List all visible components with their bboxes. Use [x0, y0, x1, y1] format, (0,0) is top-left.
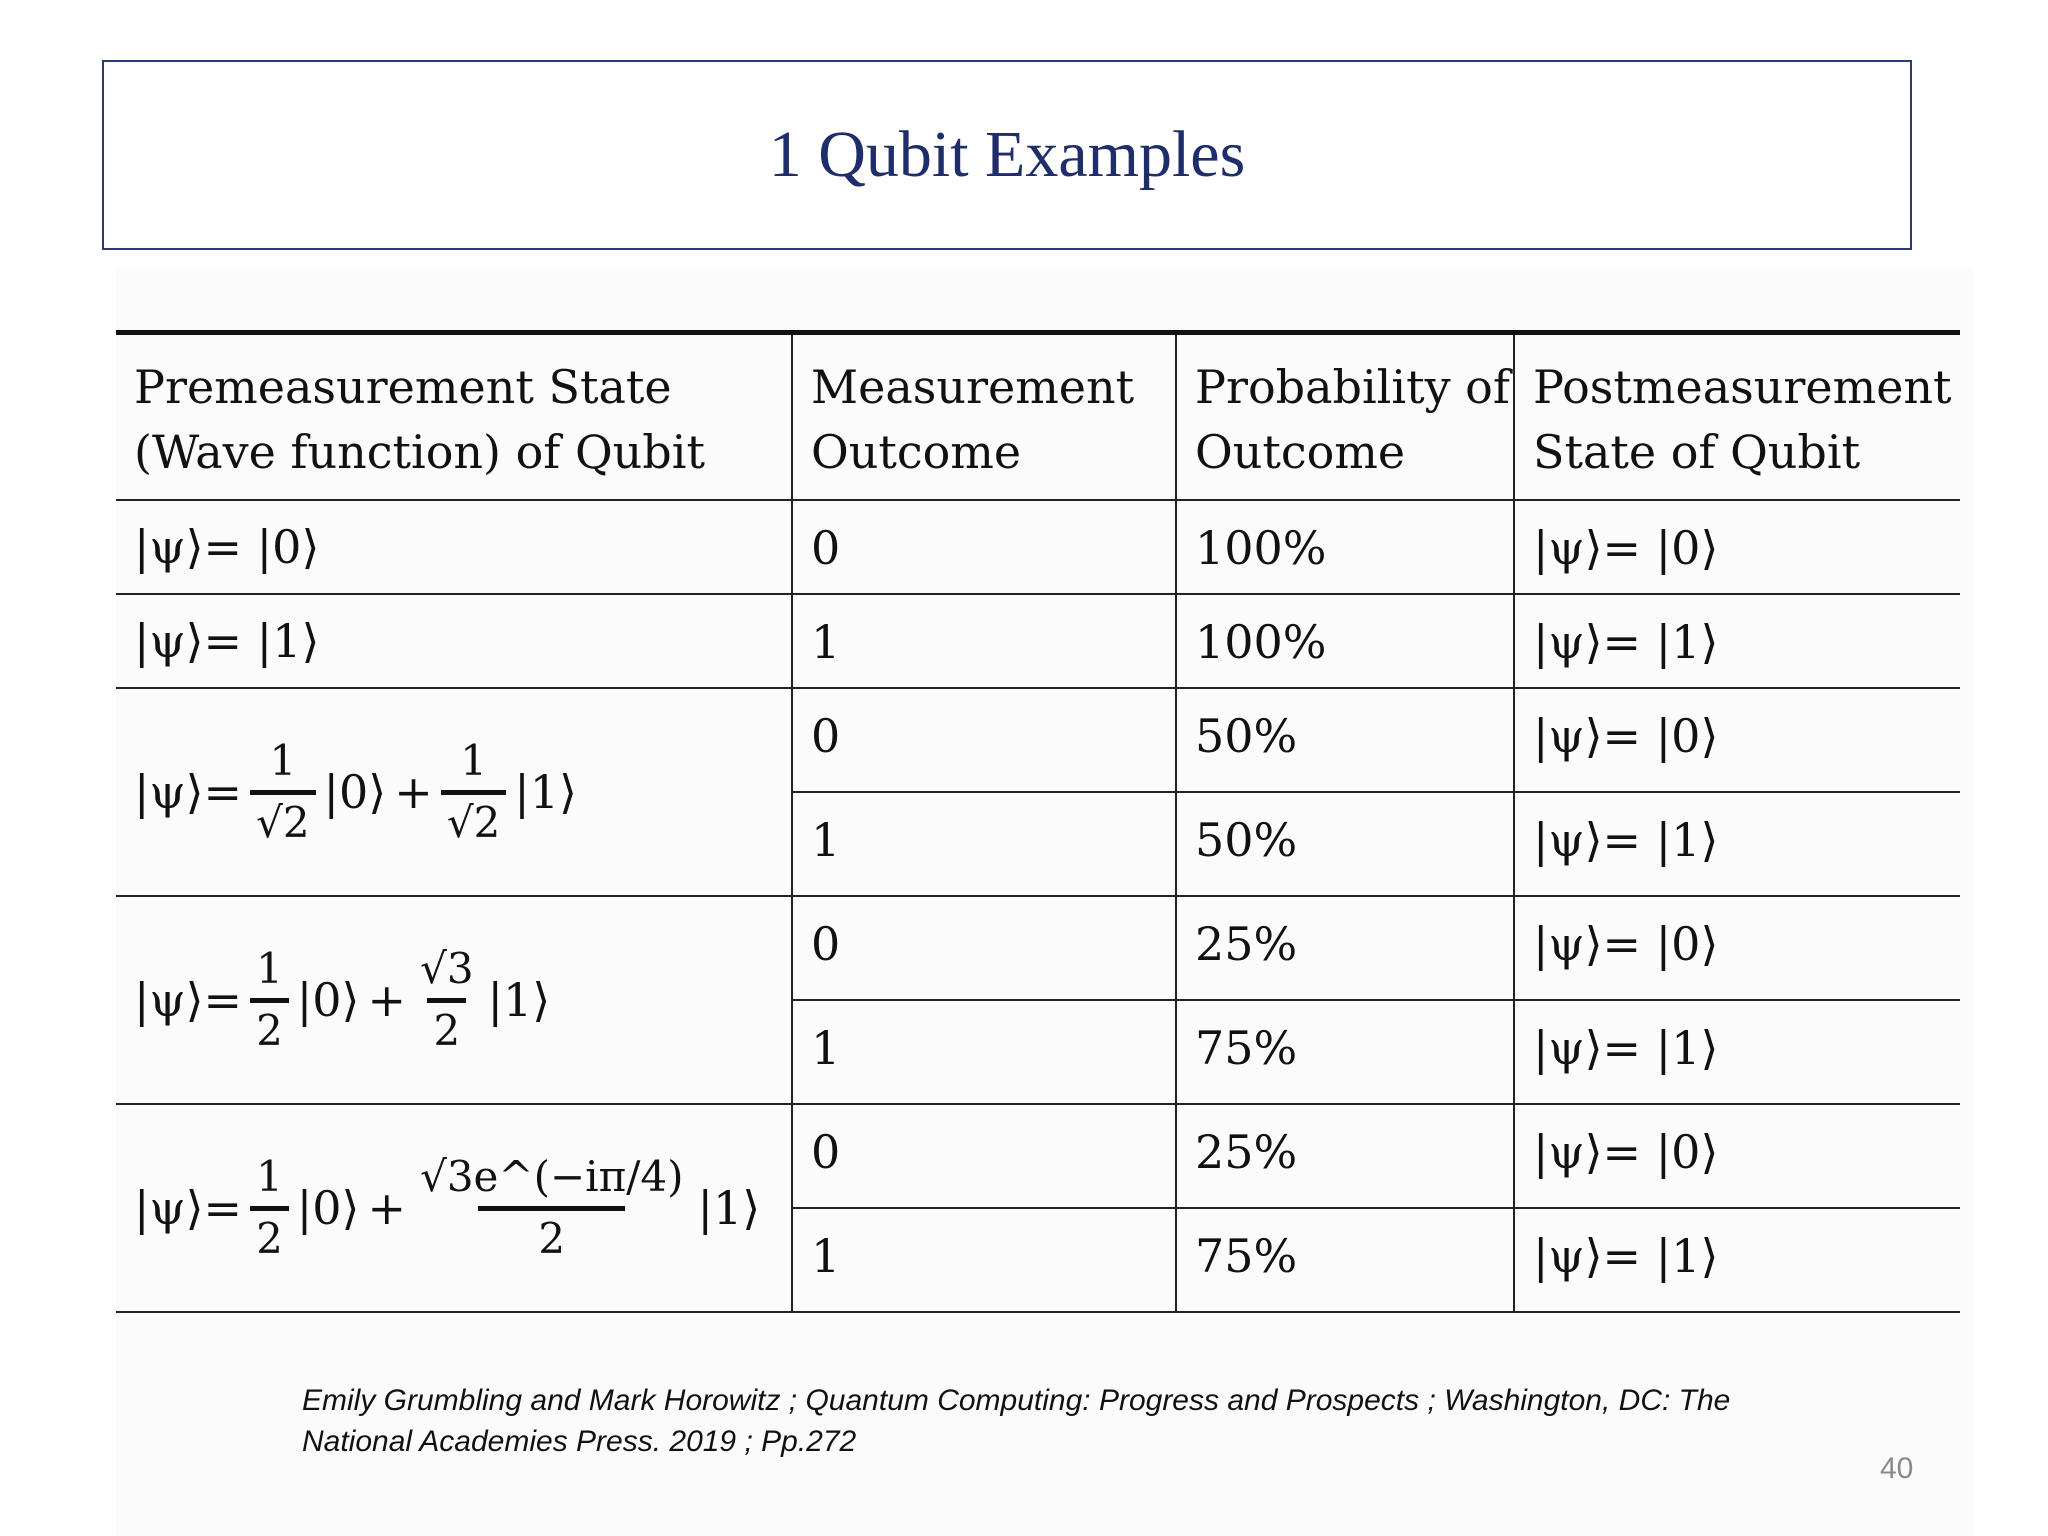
qubit-table-container	[116, 330, 1960, 1313]
fraction	[414, 1153, 689, 1263]
probability: 100%	[1176, 500, 1514, 594]
ket-one: |1⟩	[514, 765, 578, 819]
measurement-outcome: 1	[792, 594, 1176, 688]
probability: 50%	[1176, 688, 1514, 792]
header-postmeasurement-state: Postmeasurement State of Qubit	[1514, 333, 1960, 501]
postmeasurement-state: |ψ⟩= |0⟩	[1514, 1104, 1960, 1208]
numerator: √3	[420, 944, 474, 994]
page-number: 40	[1880, 1452, 1914, 1485]
postmeasurement-state: |ψ⟩= |1⟩	[1514, 1208, 1960, 1312]
state-equation	[134, 1153, 760, 1263]
probability: 50%	[1176, 792, 1514, 896]
postmeasurement-state: |ψ⟩= |1⟩	[1514, 792, 1960, 896]
state-equation	[134, 945, 550, 1055]
measurement-outcome: 0	[792, 1104, 1176, 1208]
probability: 75%	[1176, 1208, 1514, 1312]
fraction	[250, 945, 289, 1055]
state-expression: |ψ⟩= |0⟩	[134, 520, 320, 574]
denominator: 2	[250, 1206, 289, 1263]
table-row	[116, 896, 1960, 1000]
measurement-outcome: 0	[792, 688, 1176, 792]
qubit-examples-table	[116, 330, 1960, 1313]
postmeasurement-state: |ψ⟩= |1⟩	[1514, 594, 1960, 688]
header-probability: Probability of Outcome	[1176, 333, 1514, 501]
probability: 25%	[1176, 1104, 1514, 1208]
fraction	[441, 737, 506, 847]
numerator: 1	[269, 736, 297, 786]
numerator: √3e^(−iπ/4)	[420, 1152, 684, 1202]
table-row	[116, 500, 1960, 594]
postmeasurement-state: |ψ⟩= |1⟩	[1514, 1000, 1960, 1104]
ket-psi: |ψ⟩=	[134, 1181, 243, 1235]
measurement-outcome: 1	[792, 1208, 1176, 1312]
state-equation	[134, 737, 577, 847]
denominator: √2	[250, 790, 315, 847]
probability: 75%	[1176, 1000, 1514, 1104]
denominator: √2	[441, 790, 506, 847]
plus-sign: +	[367, 1181, 407, 1235]
probability: 100%	[1176, 594, 1514, 688]
ket-zero: |0⟩	[296, 1181, 360, 1235]
header-measurement-outcome: Measurement Outcome	[792, 333, 1176, 501]
premeasurement-state	[116, 500, 792, 594]
citation	[302, 1380, 1862, 1462]
ket-zero: |0⟩	[323, 765, 387, 819]
slide-title: 1 Qubit Examples	[768, 118, 1246, 191]
header-premeasurement-state: Premeasurement State (Wave function) of Qubit	[116, 333, 792, 501]
ket-one: |1⟩	[487, 973, 551, 1027]
table-row	[116, 688, 1960, 792]
denominator: 2	[478, 1206, 625, 1263]
numerator: 1	[256, 944, 283, 994]
ket-psi: |ψ⟩=	[134, 973, 243, 1027]
citation-line-1: Emily Grumbling and Mark Horowitz ; Quantum Computing: Progress and Prospects ; Washington, DC: The	[302, 1384, 1731, 1417]
measurement-outcome: 0	[792, 896, 1176, 1000]
numerator: 1	[460, 736, 487, 786]
plus-sign: +	[394, 765, 433, 819]
denominator: 2	[427, 998, 466, 1055]
postmeasurement-state: |ψ⟩= |0⟩	[1514, 500, 1960, 594]
premeasurement-state	[116, 896, 792, 1104]
measurement-outcome: 1	[792, 792, 1176, 896]
postmeasurement-state: |ψ⟩= |0⟩	[1514, 896, 1960, 1000]
fraction	[414, 945, 479, 1055]
postmeasurement-state: |ψ⟩= |0⟩	[1514, 688, 1960, 792]
premeasurement-state	[116, 1104, 792, 1312]
state-expression: |ψ⟩= |1⟩	[134, 614, 320, 668]
measurement-outcome: 0	[792, 500, 1176, 594]
ket-psi: |ψ⟩=	[134, 765, 243, 819]
measurement-outcome: 1	[792, 1000, 1176, 1104]
table-row	[116, 1104, 1960, 1208]
citation-line-2: National Academies Press. 2019 ; Pp.272	[302, 1425, 857, 1458]
numerator: 1	[256, 1152, 283, 1202]
denominator: 2	[250, 998, 289, 1055]
premeasurement-state	[116, 594, 792, 688]
table-row	[116, 594, 1960, 688]
probability: 25%	[1176, 896, 1514, 1000]
title-box	[102, 60, 1912, 250]
fraction	[250, 1153, 289, 1263]
ket-one: |1⟩	[697, 1181, 761, 1235]
premeasurement-state	[116, 688, 792, 896]
ket-zero: |0⟩	[296, 973, 360, 1027]
plus-sign: +	[367, 973, 407, 1027]
fraction	[250, 737, 315, 847]
table-header-row	[116, 333, 1960, 501]
